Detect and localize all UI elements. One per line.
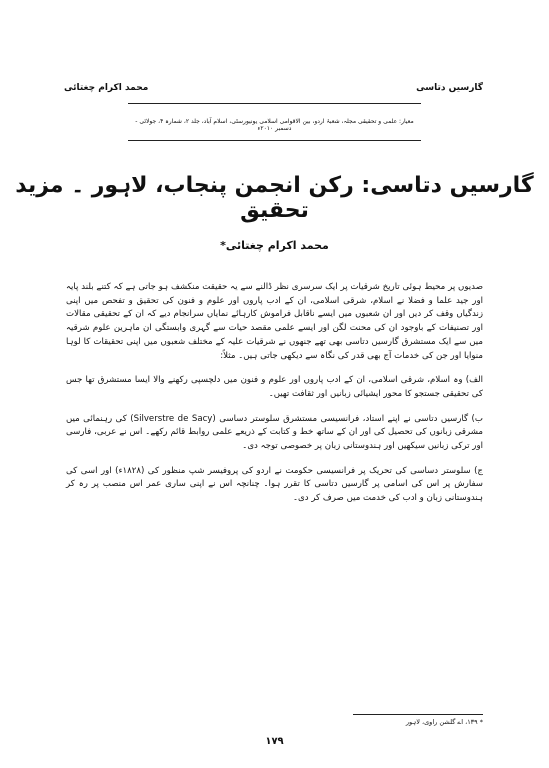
running-header-journal: گارسیں دتاسی [416, 83, 483, 93]
page-number: ۱۷۹ [265, 736, 284, 747]
footnote: * ۱۳۹، اے گلشن راوی، لاہور [405, 718, 483, 726]
article-title: گارسیں دتاسی: رکن انجمن پنجاب، لاہور ۔ مزید تحقیق [15, 173, 534, 223]
journal-citation: معیار: علمی و تحقیقی مجلہ، شعبۂ اردو، بین الاقوامی اسلامی یونیورسٹی، اسلام آباد، جلد ۲، شمارہ ۴، جولائی - دسمبر ۲۰۱۰ء [135, 118, 414, 132]
paragraph: الف) وہ اسلام، شرقی اسلامی، ان کے ادب پاروں اور علوم و فنون میں دلچسپی رکھنے والا ایسا مستشرق تھا جس کی تحقیقی جستجو کا محور ایشیائی زبانیں اور ثقافت تھیں۔ [66, 375, 483, 399]
article-body [66, 281, 483, 517]
paragraph: ب) گارسیں دتاسی نے اپنے استاد، فرانسیسی مستشرق سلوستر دساسی (Silverstre de Sacy) کی رہنمائی میں مشرقی زبانوں کی تحصیل کی اور ان کے ساتھ خط و کتابت کے ذریعے علمی روابط قائم رکھے۔ اس نے عربی، فارسی اور ترکی زبانیں سیکھیں اور ہندوستانی زبان پر خصوصی توجہ دی۔ [66, 413, 483, 452]
footnote-divider [353, 714, 483, 715]
running-header-author: محمد اکرام چغتائی [64, 83, 149, 93]
header-divider-top [128, 103, 421, 104]
header-divider-bottom [128, 140, 421, 141]
article-author: محمد اکرام چغتائی* [220, 239, 329, 252]
paragraph: صدیوں پر محیط ہوئی تاریخ شرقیات پر ایک سرسری نظر ڈالنے سے یہ حقیقت منکشف ہو جاتی ہے کہ کتنے بلند پایہ اور جید علما و فضلا نے اسلام، شرقی اسلامی، ان کے ادب پاروں اور علوم و فنون کی تحقیق و تفحص میں اپنی زندگیاں وقف کر دیں اور ان شعبوں میں ایسے ناقابل فراموش کارہائے نمایاں سرانجام دیے کہ ان کے تحقیقی مقالات اور تصنیفات کے باوجود ان کی محنت لگن اور ایسے علمی مقصد حیات سے گہری وابستگی ان ماہرین علوم شرقیہ میں سے ایک مستشرق گارسیں دتاسی بھی تھے جنھوں نے شرقیات علیہ کے مختلف شعبوں میں اپنی تحقیقات کا لوہا منوایا اور جن کی خدمات آج بھی قدر کی نگاہ سے دیکھی جاتی ہیں۔ مثلاً: [66, 282, 483, 361]
paragraph: ج) سلوستر دساسی کی تحریک پر فرانسیسی حکومت نے اردو کی پروفیسر شپ منظور کی (۱۸۲۸ء) اور اسی کی سفارش پر اس کی اسامی پر گارسیں دتاسی کا تقرر ہوا۔ چنانچہ اس نے اپنی ساری عمر اس منصب پر رہ کر ہندوستانی زبان و ادب کی خدمت میں صرف کر دی۔ [66, 465, 483, 504]
